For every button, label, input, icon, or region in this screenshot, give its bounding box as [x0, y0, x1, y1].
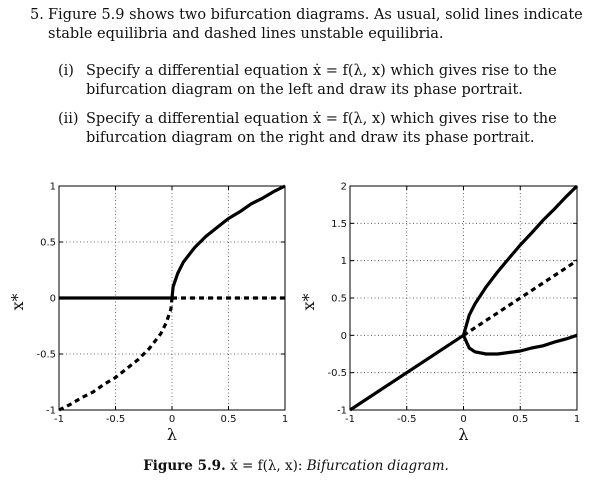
x-tick-label: 1	[573, 414, 581, 425]
y-tick-label: 1.5	[331, 218, 347, 230]
caption-equation: ẋ = f(λ, x):	[230, 458, 303, 474]
right-bifurcation-diagram	[299, 182, 580, 445]
x-tick-label: -0.5	[105, 414, 126, 425]
x-tick-label: -1	[345, 414, 355, 425]
figure-caption	[0, 458, 592, 474]
y-tick-label: 0.5	[331, 293, 347, 305]
x-tick-label: -1	[54, 414, 64, 425]
stable-branch-3	[464, 335, 578, 354]
left-bifurcation-diagram	[8, 182, 288, 445]
part-ii-label: (ii)	[58, 111, 79, 127]
y-tick-label: 1	[49, 181, 56, 193]
part-ii-text: Specify a differential equation ẋ = f(λ, x) which gives rise to the bifurcation diagram on the right and draw its phase portrait.	[86, 111, 557, 146]
problem-number: 5.	[30, 7, 44, 23]
x-tick-label: 0	[460, 414, 467, 425]
x-tick-label: 0.5	[220, 414, 237, 425]
problem-statement	[30, 6, 586, 44]
x-tick-label: 0.5	[512, 414, 529, 425]
part-i	[58, 62, 578, 100]
part-i-label: (i)	[58, 63, 74, 79]
caption-text: Bifurcation diagram.	[306, 458, 449, 474]
y-tick-label: 2	[340, 181, 347, 193]
problem-text: Figure 5.9 shows two bifurcation diagrams. As usual, solid lines indicate stable equilibria and dashed lines unstable equilibria.	[48, 7, 583, 42]
y-tick-label: -0.5	[327, 368, 347, 380]
y-tick-label: -1	[46, 405, 56, 417]
y-tick-label: -0.5	[36, 349, 56, 361]
x-axis-label: λ	[166, 425, 178, 444]
x-tick-label: -0.5	[396, 414, 417, 425]
y-axis-label: x*	[299, 293, 318, 311]
y-tick-label: 1	[340, 256, 347, 268]
part-ii	[58, 110, 578, 148]
x-tick-label: 1	[281, 414, 289, 425]
y-tick-label: 0	[49, 293, 56, 305]
y-axis-label: x*	[8, 293, 27, 311]
caption-label: Figure 5.9.	[143, 458, 226, 474]
y-tick-label: -1	[337, 405, 347, 417]
x-tick-label: 0	[168, 414, 176, 425]
y-tick-label: 0	[340, 330, 347, 342]
y-tick-label: 0.5	[40, 237, 56, 249]
part-i-text: Specify a differential equation ẋ = f(λ, x) which gives rise to the bifurcation diagram on the left and draw its phase portrait.	[86, 63, 557, 98]
bifurcation-figure	[0, 172, 592, 456]
stable-branch-0	[350, 335, 464, 410]
x-axis-label: λ	[458, 425, 469, 444]
